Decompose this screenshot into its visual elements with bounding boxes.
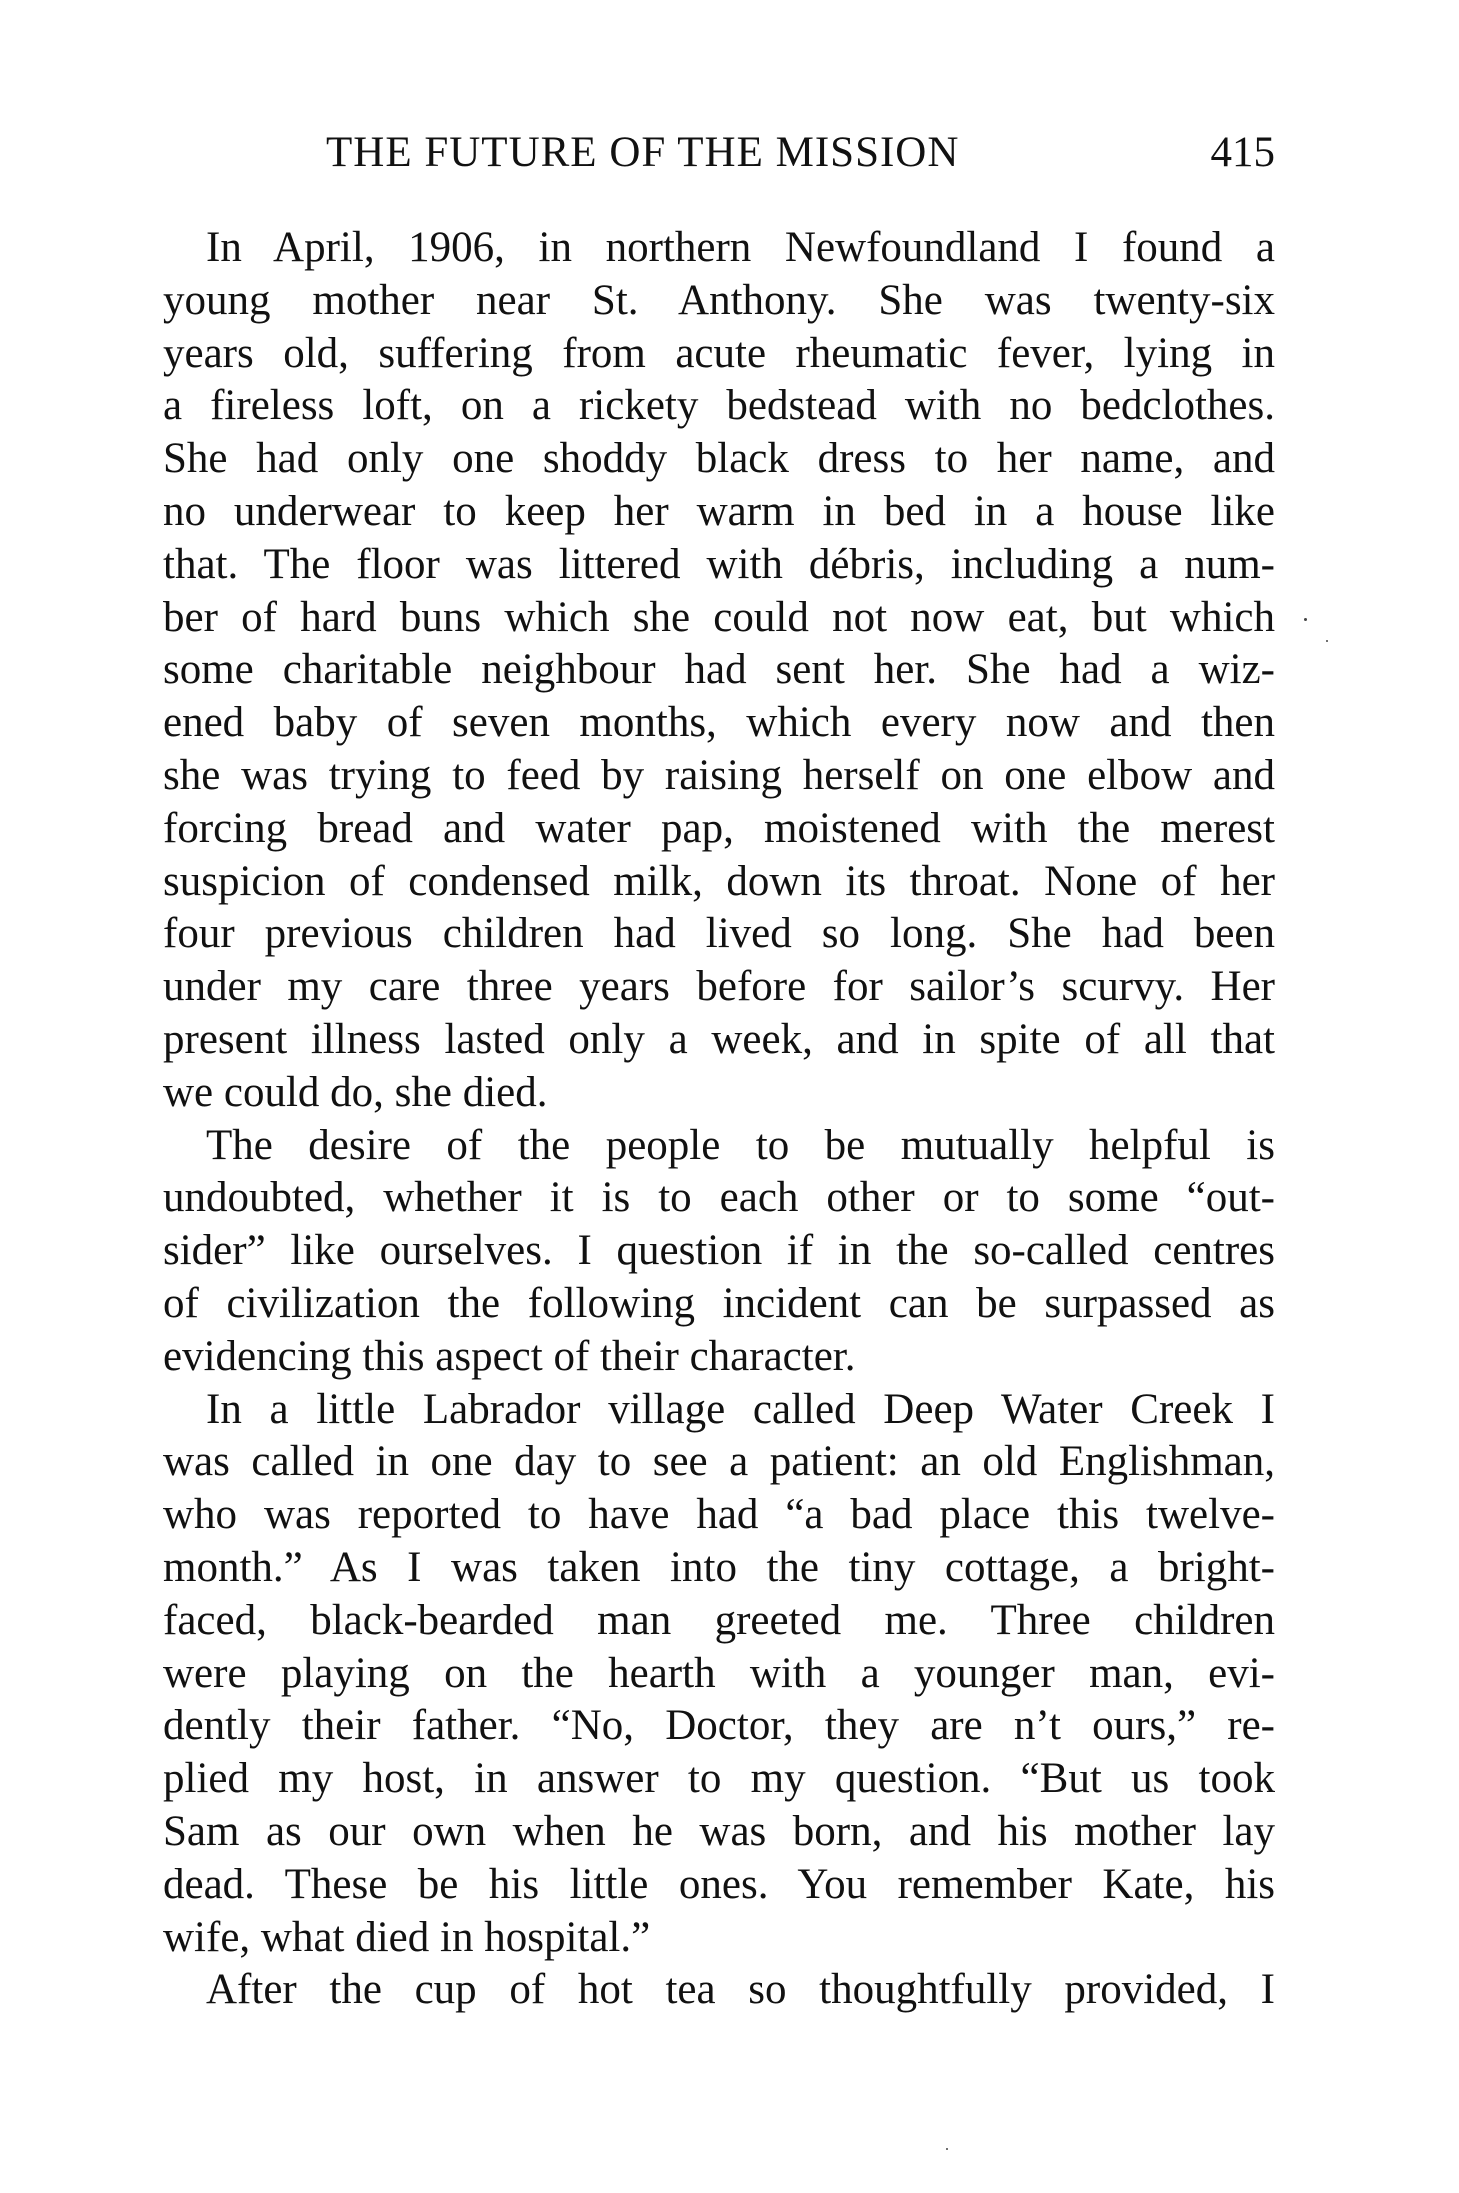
text-line: that. The floor was littered with débris, including a num- [163,540,1275,588]
text-line: suspicion of condensed milk, down its throat. None of her [163,857,1275,905]
scan-speck [946,2148,948,2150]
text-line: In April, 1906, in northern Newfoundland I found a [206,224,1275,271]
text-line: under my care three years before for sailor’s scurvy. Her [163,963,1275,1011]
text-line: years old, suffering from acute rheumatic fever, lying in [163,329,1275,377]
text-line: sider” like ourselves. I question if in the so-called centres [163,1227,1275,1275]
text-line: were playing on the hearth with a younger man, evi- [163,1649,1275,1697]
text-line: plied my host, in answer to my question. “But us took [163,1755,1275,1803]
text-line: ber of hard buns which she could not now eat, but which [163,593,1275,641]
text-line: evidencing this aspect of their character. [163,1332,856,1380]
text-line: no underwear to keep her warm in bed in a house like [163,487,1275,535]
text-line: wife, what died in hospital.” [163,1913,651,1961]
text-line: She had only one shoddy black dress to her name, and [163,435,1275,483]
text-line: we could do, she died. [163,1068,548,1116]
text-line: who was reported to have had “a bad place this twelve- [163,1491,1275,1539]
running-title: THE FUTURE OF THE MISSION [326,129,960,176]
text-line: four previous children had lived so long. She had been [163,910,1275,958]
text-line: month.” As I was taken into the tiny cottage, a bright- [163,1543,1275,1591]
text-line: young mother near St. Anthony. She was twenty-six [163,276,1275,324]
paragraph [163,1384,1275,1965]
text-line: dently their father. “No, Doctor, they are n’t ours,” re- [163,1702,1275,1750]
text-line: she was trying to feed by raising herself on one elbow and [163,751,1275,799]
running-head [163,128,1275,188]
text-line: After the cup of hot tea so thoughtfully provided, I [206,1966,1275,2014]
text-line: In a little Labrador village called Deep Water Creek I [206,1385,1275,1433]
text-line: ened baby of seven months, which every now and then [163,699,1275,747]
text-line: Sam as our own when he was born, and his mother lay [163,1807,1275,1855]
text-line: of civilization the following incident can be surpassed as [163,1279,1275,1327]
text-line: forcing bread and water pap, moistened with the merest [163,804,1275,852]
text-line: a fireless loft, on a rickety bedstead with no bedclothes. [163,382,1275,430]
scan-speck [1326,640,1328,642]
paragraph [163,222,1275,1120]
text-line: present illness lasted only a week, and in spite of all that [163,1015,1275,1063]
body-text [163,222,1275,2017]
page-number: 415 [1210,129,1275,176]
text-line: dead. These be his little ones. You remember Kate, his [163,1860,1275,1908]
paragraph [163,1120,1275,1384]
text-line: faced, black-bearded man greeted me. Three children [163,1596,1275,1644]
text-line: The desire of the people to be mutually helpful is [206,1121,1275,1169]
text-line: was called in one day to see a patient: an old Englishman, [163,1438,1275,1486]
scan-speck [1304,618,1307,621]
text-line: some charitable neighbour had sent her. She had a wiz- [163,646,1275,694]
text-line: undoubted, whether it is to each other or to some “out- [163,1174,1275,1222]
paragraph [163,1964,1275,2017]
